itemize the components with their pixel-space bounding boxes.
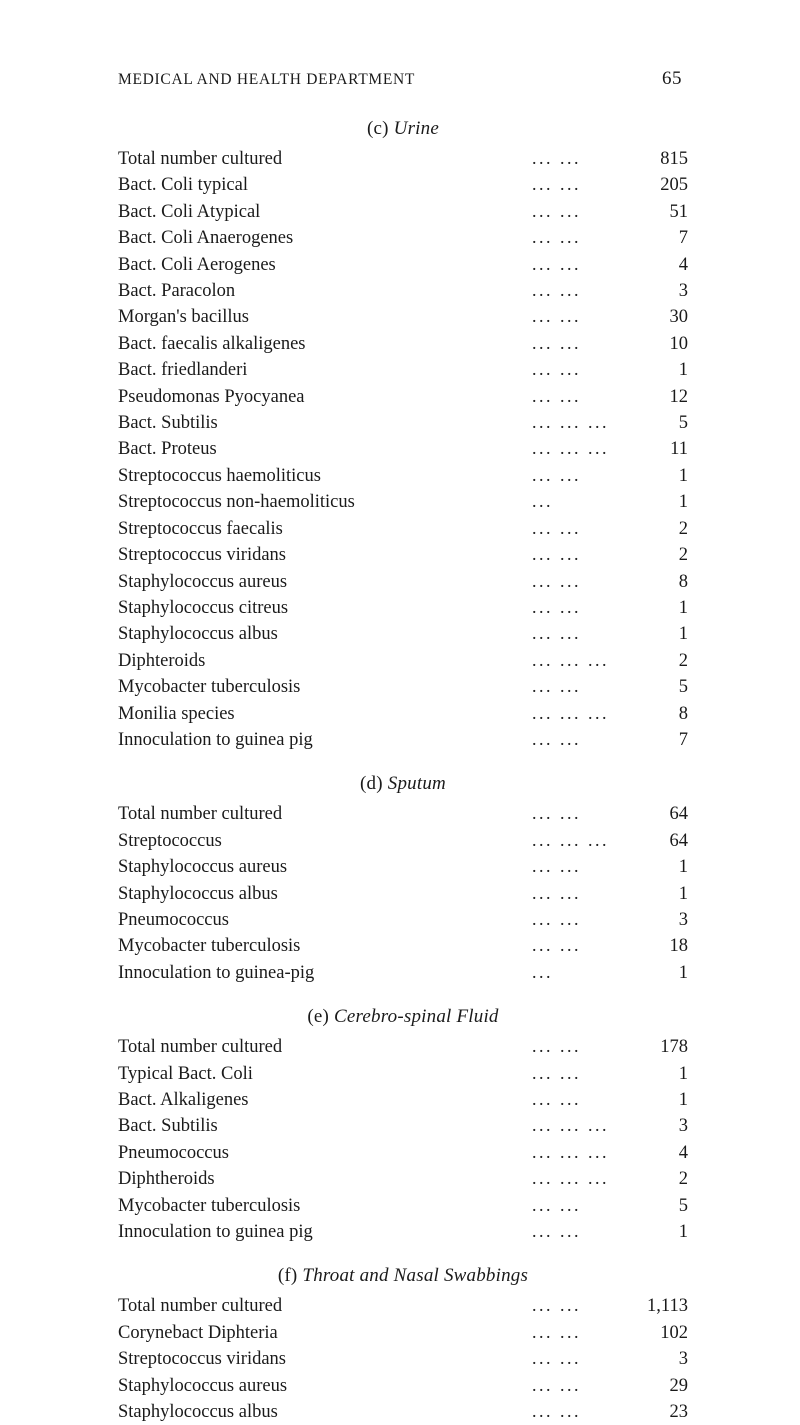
row-label: Streptococcus faecalis bbox=[118, 518, 283, 539]
row-dots: ... ... bbox=[532, 544, 581, 565]
row-label: Bact. friedlanderi bbox=[118, 360, 248, 381]
row-label: Bact. Proteus bbox=[118, 439, 217, 460]
row-label: Pneumococcus bbox=[118, 909, 229, 930]
table-row bbox=[118, 674, 688, 700]
table-row bbox=[118, 727, 688, 753]
row-label: Diphtheroids bbox=[118, 1169, 215, 1190]
row-value: 5 bbox=[678, 677, 688, 698]
table-row bbox=[118, 225, 688, 251]
section-label: (f) bbox=[277, 1265, 298, 1287]
row-dots: ... ... ... bbox=[532, 1115, 609, 1136]
running-head-title: MEDICAL AND HEALTH DEPARTMENT bbox=[118, 71, 416, 88]
row-value: 7 bbox=[678, 228, 688, 249]
row-label: Streptococcus viridans bbox=[118, 1349, 286, 1370]
table-row bbox=[118, 569, 688, 595]
table-row bbox=[118, 252, 688, 278]
row-label: Innoculation to guinea pig bbox=[118, 1222, 313, 1243]
row-dots: ... ... bbox=[532, 332, 581, 353]
table-row bbox=[118, 621, 688, 647]
row-dots: ... ... bbox=[532, 227, 581, 248]
row-value: 5 bbox=[678, 413, 688, 434]
row-dots: ... ... bbox=[532, 623, 581, 644]
row-dots: ... ... bbox=[532, 1221, 581, 1242]
running-head bbox=[0, 68, 800, 90]
row-value: 1 bbox=[678, 465, 688, 486]
table-row bbox=[118, 542, 688, 568]
row-value: 4 bbox=[678, 254, 688, 275]
row-value: 815 bbox=[660, 149, 688, 169]
row-dots: ... ... bbox=[532, 1321, 581, 1342]
row-dots: ... ... ... bbox=[532, 1168, 609, 1189]
row-value: 3 bbox=[678, 909, 688, 930]
table-row bbox=[118, 146, 688, 172]
table-row bbox=[118, 199, 688, 225]
row-label: Total number cultured bbox=[118, 804, 283, 825]
row-value: 5 bbox=[678, 1195, 688, 1216]
row-label: Pseudomonas Pyocyanea bbox=[118, 386, 305, 407]
section-heading bbox=[118, 773, 688, 795]
row-label: Mycobacter tuberculosis bbox=[118, 1195, 301, 1216]
row-label: Staphylococcus aureus bbox=[118, 1375, 288, 1396]
row-value: 64 bbox=[669, 804, 688, 825]
section-label: (e) bbox=[307, 1006, 330, 1028]
row-dots: ... ... bbox=[532, 148, 581, 168]
row-label: Mycobacter tuberculosis bbox=[118, 936, 301, 957]
row-label: Staphylococcus citreus bbox=[118, 597, 289, 618]
row-dots: ... bbox=[532, 961, 553, 982]
row-dots: ... ... bbox=[532, 464, 581, 485]
row-dots: ... ... bbox=[532, 1089, 581, 1109]
table-row bbox=[118, 384, 688, 410]
row-value: 1,113 bbox=[647, 1296, 688, 1317]
row-dots: ... ... bbox=[532, 253, 581, 274]
row-dots: ... ... bbox=[532, 908, 581, 929]
row-value: 4 bbox=[678, 1142, 688, 1163]
table-row bbox=[118, 828, 688, 854]
row-dots: ... ... bbox=[532, 856, 581, 877]
row-dots: ... ... bbox=[532, 1348, 581, 1369]
table-row bbox=[118, 1087, 688, 1113]
table-row bbox=[118, 1373, 688, 1399]
row-label: Bact. Coli Aerogenes bbox=[118, 254, 276, 275]
section-cerebro-spinal-fluid bbox=[118, 1006, 688, 1245]
data-table bbox=[118, 1293, 688, 1425]
row-value: 7 bbox=[678, 729, 688, 750]
row-value: 3 bbox=[678, 1116, 688, 1137]
row-value: 2 bbox=[678, 650, 688, 671]
row-label: Staphylococcus aureus bbox=[118, 571, 288, 592]
page-number: 65 bbox=[662, 68, 682, 89]
row-dots: ... ... bbox=[532, 596, 581, 617]
row-value: 29 bbox=[669, 1375, 688, 1396]
row-label: Staphylococcus aureus bbox=[118, 857, 288, 878]
row-label: Bact. Alkaligenes bbox=[118, 1090, 249, 1110]
row-value: 102 bbox=[660, 1322, 688, 1343]
row-label: Total number cultured bbox=[118, 149, 283, 169]
section-label: (d) bbox=[360, 773, 383, 795]
table-row bbox=[118, 278, 688, 304]
table-row bbox=[118, 1034, 688, 1060]
table-row bbox=[118, 1061, 688, 1087]
row-label: Bact. Coli typical bbox=[118, 175, 248, 196]
row-label: Streptococcus haemoliticus bbox=[118, 465, 321, 486]
table-row bbox=[118, 1219, 688, 1245]
row-dots: ... ... ... bbox=[532, 829, 609, 850]
table-row bbox=[118, 595, 688, 621]
row-label: Corynebact Diphteria bbox=[118, 1322, 278, 1343]
row-dots: ... ... ... bbox=[532, 649, 609, 670]
section-title: Cerebro-spinal Fluid bbox=[334, 1006, 499, 1028]
row-value: 1 bbox=[678, 857, 688, 878]
row-value: 178 bbox=[660, 1037, 688, 1058]
table-row bbox=[118, 960, 688, 986]
section-heading bbox=[118, 1006, 688, 1028]
row-dots: ... ... bbox=[532, 728, 581, 749]
table-row bbox=[118, 881, 688, 907]
section-throat-and-nasal-swabbings bbox=[118, 1265, 688, 1425]
row-value: 3 bbox=[678, 1349, 688, 1370]
row-label: Streptococcus viridans bbox=[118, 545, 286, 566]
table-row bbox=[118, 304, 688, 330]
table-row bbox=[118, 463, 688, 489]
row-label: Innoculation to guinea-pig bbox=[118, 962, 315, 983]
row-value: 10 bbox=[669, 333, 688, 354]
row-dots: ... ... bbox=[532, 174, 581, 195]
row-label: Bact. faecalis alkaligenes bbox=[118, 333, 306, 354]
row-label: Diphteroids bbox=[118, 650, 206, 671]
row-label: Monilia species bbox=[118, 703, 235, 724]
table-row bbox=[118, 516, 688, 542]
table-row bbox=[118, 1193, 688, 1219]
row-dots: ... ... bbox=[532, 1062, 581, 1083]
row-value: 3 bbox=[678, 281, 688, 302]
row-value: 11 bbox=[670, 439, 688, 460]
row-label: Total number cultured bbox=[118, 1296, 283, 1317]
row-label: Morgan's bacillus bbox=[118, 307, 249, 328]
row-label: Staphylococcus albus bbox=[118, 883, 278, 904]
row-value: 64 bbox=[669, 830, 688, 851]
row-value: 1 bbox=[678, 624, 688, 645]
row-value: 1 bbox=[678, 492, 688, 513]
section-title: Sputum bbox=[387, 773, 446, 795]
row-value: 2 bbox=[678, 518, 688, 539]
row-label: Bact. Paracolon bbox=[118, 281, 236, 302]
row-dots: ... ... bbox=[532, 1374, 581, 1395]
row-dots: ... ... bbox=[532, 280, 581, 301]
row-dots: ... ... ... bbox=[532, 438, 609, 459]
row-dots: ... ... ... bbox=[532, 1141, 609, 1162]
row-dots: ... ... bbox=[532, 306, 581, 327]
table-row bbox=[118, 172, 688, 198]
row-dots: ... ... bbox=[532, 803, 581, 824]
table-row bbox=[118, 410, 688, 436]
section-sputum bbox=[118, 773, 688, 986]
table-row bbox=[118, 357, 688, 383]
row-label: Innoculation to guinea pig bbox=[118, 729, 313, 750]
row-dots: ... ... ... bbox=[532, 702, 609, 723]
row-dots: ... ... bbox=[532, 935, 581, 956]
section-label: (c) bbox=[367, 118, 389, 139]
table-row bbox=[118, 1346, 688, 1372]
row-dots: ... ... bbox=[532, 1036, 581, 1057]
row-value: 1 bbox=[678, 1090, 688, 1110]
row-label: Streptococcus non-haemoliticus bbox=[118, 492, 355, 513]
table-row bbox=[118, 489, 688, 515]
section-title: Urine bbox=[393, 118, 439, 139]
row-value: 1 bbox=[678, 883, 688, 904]
row-dots: ... ... ... bbox=[532, 412, 609, 433]
row-dots: ... ... bbox=[532, 1401, 581, 1422]
table-row bbox=[118, 907, 688, 933]
row-value: 30 bbox=[669, 307, 688, 328]
row-value: 2 bbox=[678, 545, 688, 566]
row-label: Mycobacter tuberculosis bbox=[118, 677, 301, 698]
row-dots: ... ... bbox=[532, 1194, 581, 1215]
row-label: Pneumococcus bbox=[118, 1142, 229, 1163]
table-row bbox=[118, 1140, 688, 1166]
data-table bbox=[118, 801, 688, 986]
row-label: Bact. Subtilis bbox=[118, 413, 218, 434]
data-table bbox=[118, 146, 688, 753]
row-value: 8 bbox=[678, 703, 688, 724]
row-label: Bact. Subtilis bbox=[118, 1116, 218, 1137]
table-row bbox=[118, 854, 688, 880]
table-row bbox=[118, 648, 688, 674]
row-value: 1 bbox=[678, 962, 688, 983]
row-value: 1 bbox=[678, 597, 688, 618]
table-row bbox=[118, 933, 688, 959]
table-row bbox=[118, 1293, 688, 1319]
table-row bbox=[118, 701, 688, 727]
row-value: 8 bbox=[678, 571, 688, 592]
row-dots: ... ... bbox=[532, 385, 581, 406]
row-label: Staphylococcus albus bbox=[118, 1402, 278, 1423]
table-row bbox=[118, 1399, 688, 1425]
row-label: Bact. Coli Anaerogenes bbox=[118, 228, 294, 249]
row-value: 1 bbox=[678, 360, 688, 381]
row-label: Typical Bact. Coli bbox=[118, 1063, 253, 1084]
row-value: 2 bbox=[678, 1169, 688, 1190]
row-dots: ... bbox=[532, 491, 553, 512]
row-label: Streptococcus bbox=[118, 830, 222, 851]
row-value: 12 bbox=[669, 386, 688, 407]
row-label: Bact. Coli Atypical bbox=[118, 201, 261, 222]
table-row bbox=[118, 1166, 688, 1192]
table-row bbox=[118, 1113, 688, 1139]
data-table bbox=[118, 1034, 688, 1245]
row-dots: ... ... bbox=[532, 517, 581, 538]
table-row bbox=[118, 1320, 688, 1346]
row-value: 1 bbox=[678, 1222, 688, 1243]
page-content bbox=[118, 118, 688, 1425]
row-dots: ... ... bbox=[532, 882, 581, 903]
row-value: 23 bbox=[669, 1402, 688, 1423]
section-urine bbox=[118, 118, 688, 753]
row-value: 51 bbox=[669, 201, 688, 222]
row-label: Staphylococcus albus bbox=[118, 624, 278, 645]
table-row bbox=[118, 331, 688, 357]
table-row bbox=[118, 436, 688, 462]
section-heading bbox=[118, 1265, 688, 1287]
row-dots: ... ... bbox=[532, 570, 581, 591]
row-value: 205 bbox=[660, 175, 688, 196]
section-heading bbox=[118, 118, 688, 140]
row-dots: ... ... bbox=[532, 676, 581, 697]
row-dots: ... ... bbox=[532, 359, 581, 380]
table-row bbox=[118, 801, 688, 827]
row-dots: ... ... bbox=[532, 200, 581, 221]
section-title: Throat and Nasal Swabbings bbox=[302, 1265, 529, 1287]
row-value: 1 bbox=[678, 1063, 688, 1084]
row-value: 18 bbox=[669, 936, 688, 957]
row-label: Total number cultured bbox=[118, 1037, 283, 1058]
row-dots: ... ... bbox=[532, 1295, 581, 1316]
